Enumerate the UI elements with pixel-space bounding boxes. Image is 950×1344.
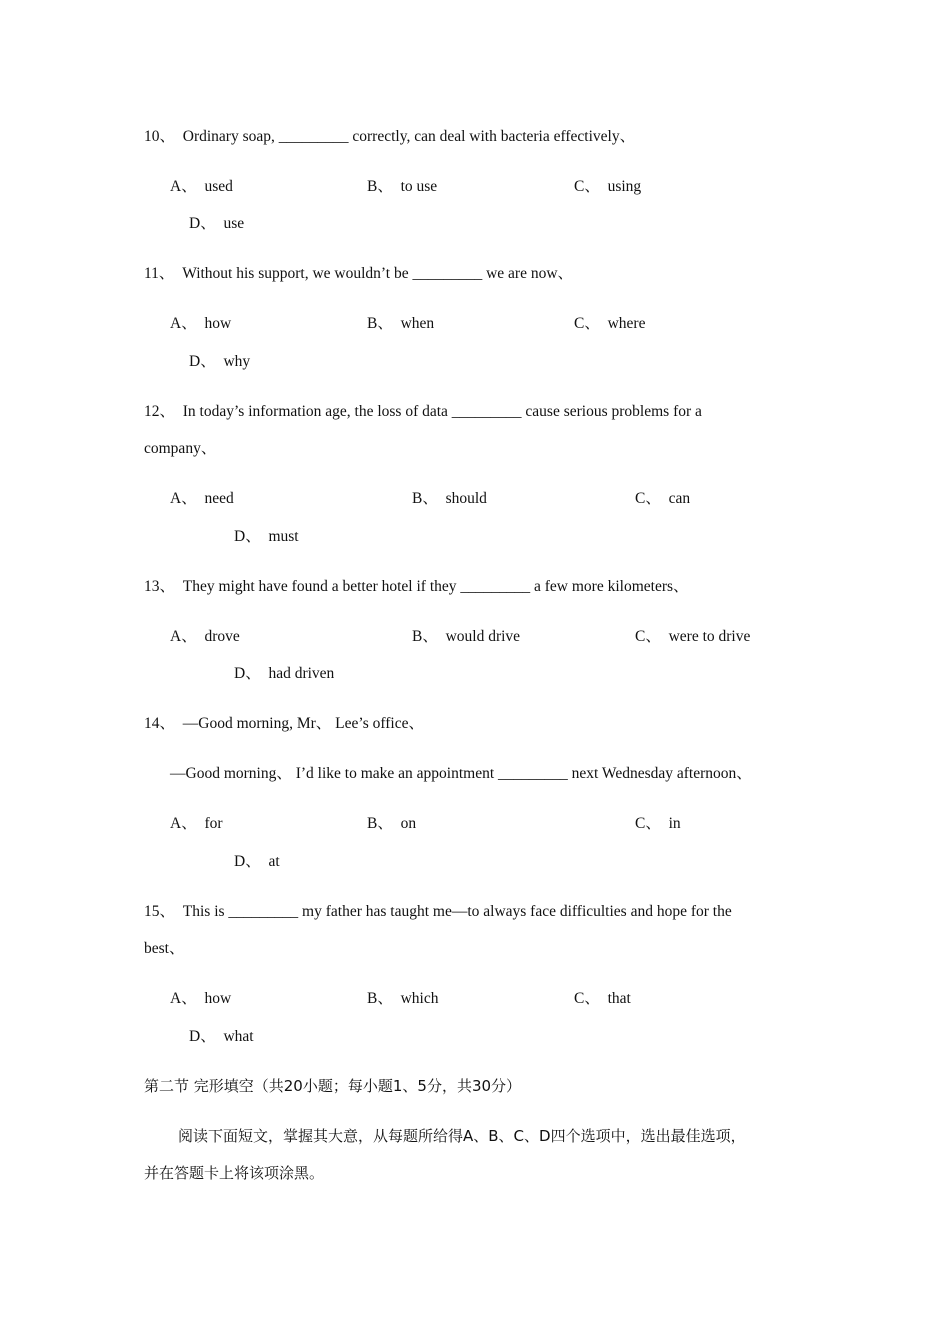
option-a: A、 drove [170,628,240,645]
question-stem-continuation: best、 [144,940,185,957]
option-b: B、 should [412,490,487,507]
option-c: C、 using [574,178,642,195]
option-b: B、 on [367,815,417,832]
option-c: C、 that [574,990,631,1007]
option-d: D、 at [234,853,280,870]
question-stem: —Good morning, Mr、 Lee’s office、 [182,715,424,732]
option-c: C、 can [635,490,691,507]
section-instruction: 阅读下面短文，掌握其大意，从每题所给得A、B、C、D四个选项中，选出最佳选项， [178,1127,746,1145]
question-number: 15、 [144,903,176,920]
question-stem: Ordinary soap, _________ correctly, can deal with bacteria effectively、 [182,128,636,145]
option-a: A、 for [170,815,223,832]
option-b: B、 which [367,990,439,1007]
option-d: D、 use [189,215,245,232]
option-c: C、 in [635,815,681,832]
question-stem: In today’s information age, the loss of data _________ cause serious problems for a [182,403,702,420]
option-b: B、 would drive [412,628,521,645]
option-b: B、 to use [367,178,438,195]
question-11 [144,264,573,284]
option-d: D、 must [234,528,299,545]
question-stem-dialogue: —Good morning、 I’d like to make an appointment _________ next Wednesday afternoon、 [170,765,752,782]
question-number: 13、 [144,578,176,595]
question-number: 14、 [144,715,176,732]
option-a: A、 how [170,315,232,332]
option-a: A、 need [170,490,234,507]
option-a: A、 how [170,990,232,1007]
option-d: D、 why [189,353,251,370]
question-10 [144,127,635,147]
section-heading: 第二节 完形填空（共20小题；每小题1、5分，共30分） [144,1077,522,1095]
question-13 [144,577,689,597]
question-stem-continuation: company、 [144,440,217,457]
question-14 [144,714,424,734]
question-stem: Without his support, we wouldn’t be _________ we are now、 [182,265,574,282]
option-d: D、 what [189,1028,254,1045]
option-b: B、 when [367,315,435,332]
question-12 [144,402,702,422]
section-instruction-continuation: 并在答题卡上将该项涂黑。 [144,1164,325,1182]
question-stem: They might have found a better hotel if they _________ a few more kilometers、 [182,578,689,595]
option-c: C、 were to drive [635,628,751,645]
question-15 [144,902,732,922]
option-a: A、 used [170,178,233,195]
option-c: C、 where [574,315,646,332]
question-stem: This is _________ my father has taught me—to always face difficulties and hope for the [182,903,732,920]
question-number: 12、 [144,403,176,420]
question-number: 11、 [144,265,175,282]
option-d: D、 had driven [234,665,335,682]
question-number: 10、 [144,128,176,145]
